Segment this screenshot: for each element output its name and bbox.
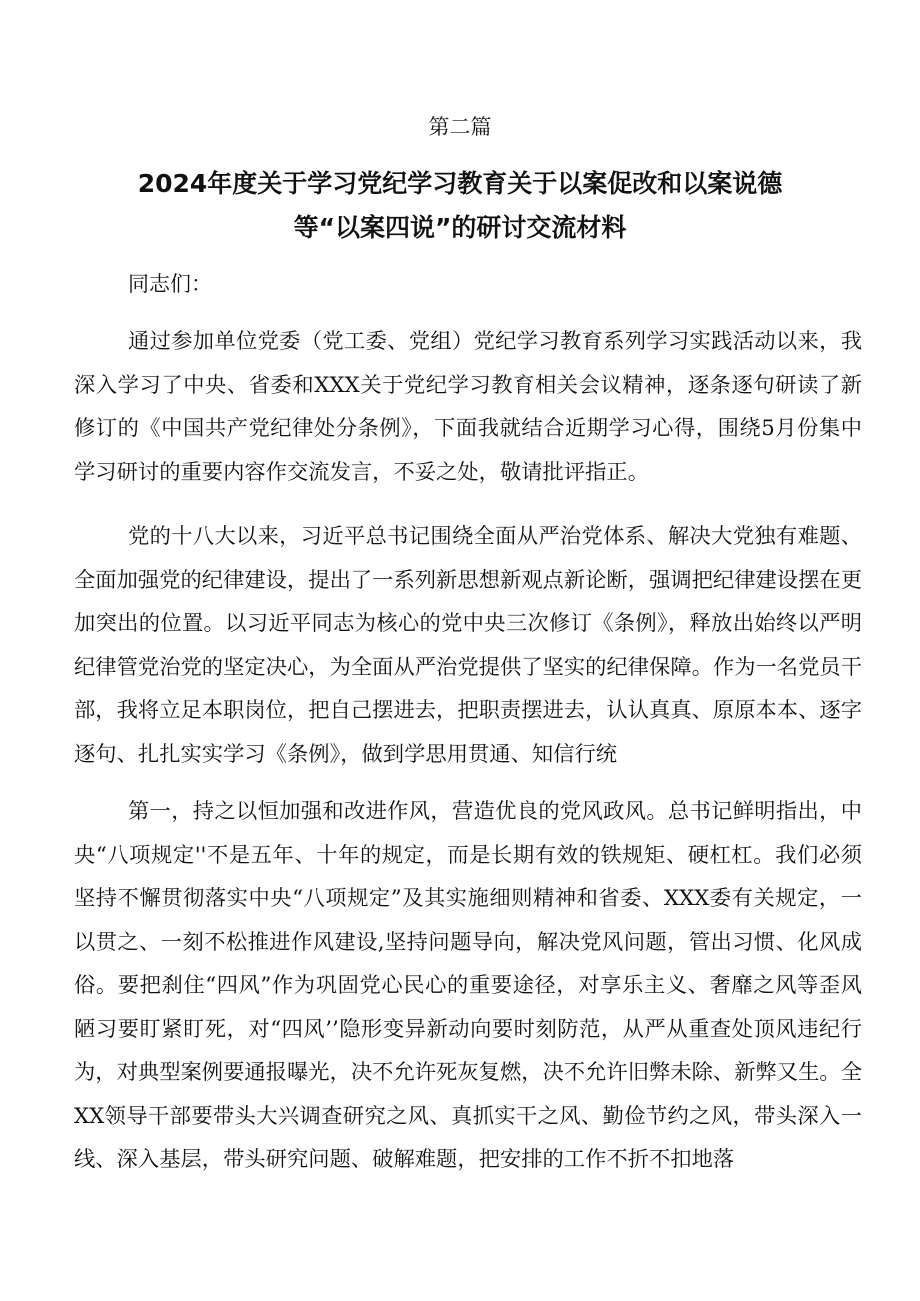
section-label: 第二篇 [428,115,492,139]
paragraph-intro: 通过参加单位党委（党工委、党组）党纪学习教育系列学习实践活动以来，我深入学习了中央、省委和XXX关于党纪学习教育相关会议精神，逐条逐句研读了新修订的《中国共产党纪律处分条例》，下面我就结合近期学习心得，围绕5月份集中学习研讨的重要内容作交流发言，不妥之处，敬请批评指正。 [74,329,862,485]
salutation: 同志们： [128,272,212,296]
document-title-line-1: 2024年度关于学习党纪学习教育关于以案促改和以案说德 [137,169,783,198]
paragraph-point-one: 第一，持之以恒加强和改进作风，营造优良的党风政风。总书记鲜明指出，中央“八项规定''不是五年、十年的规定，而是长期有效的铁规矩、硬杠杠。我们必须坚持不懈贯彻落实中央“八项规定”及其实施细则精神和省委、XXX委有关规定，一以贯之、一刻不松推进作风建设,坚持问题导向，解决党风问题，管出习惯、化风成俗。要把刹住“四风”作为巩固党心民心的重要途径，对享乐主义、奢靡之风等歪风陋习要盯紧盯死，对“四风’’隐形变异新动向要时刻防范，从严从重查处顶风违纪行为，对典型案例要通报曝光，决不允许死灰复燃，决不允许旧弊未除、新弊又生。全XX领导干部要带头大兴调查研究之风、真抓实干之风、勤俭节约之风，带头深入一线、深入基层，带头研究问题、破解难题，把安排的工作不折不扣地落 [74,799,862,1172]
paragraph-background: 党的十八大以来，习近平总书记围绕全面从严治党体系、解决大党独有难题、全面加强党的纪律建设，提出了一系列新思想新观点新论断，强调把纪律建设摆在更加突出的位置。以习近平同志为核心的党中央三次修订《条例》，释放出始终以严明纪律管党治党的坚定决心，为全面从严治党提供了坚实的纪律保障。作为一名党员干部，我将立足本职岗位，把自己摆进去，把职责摆进去，认认真真、原原本本、逐字逐句、扎扎实实学习《条例》，做到学思用贯通、知信行统 [74,524,862,767]
document-title-line-2: 等“以案四说”的研讨交流材料 [293,213,627,242]
